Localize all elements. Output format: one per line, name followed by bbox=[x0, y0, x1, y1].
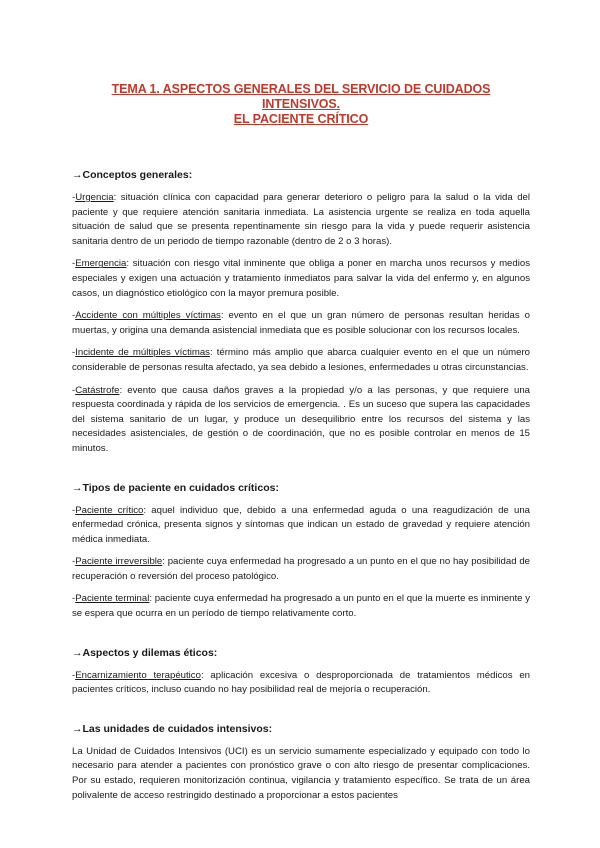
term-label: Catástrofe bbox=[75, 384, 120, 396]
term-label: Urgencia bbox=[75, 192, 114, 203]
definition-incidente: -Incidente de múltiples víctimas: término más amplio que abarca cualquier evento en el que un número considerable de personas resulta afectado, ya sea debido a lesiones, enfermedades u otras circunstancias. bbox=[72, 347, 530, 373]
document-page bbox=[72, 82, 530, 803]
document-title bbox=[72, 82, 530, 127]
section-unidades-cuidados bbox=[72, 723, 530, 803]
section-dilemas-eticos bbox=[72, 647, 530, 698]
term-label: Encarnizamiento terapéutico bbox=[75, 669, 201, 681]
term-label: Paciente terminal bbox=[75, 593, 150, 605]
section-heading: →Las unidades de cuidados intensivos: bbox=[72, 722, 273, 735]
term-label: Paciente crítico bbox=[75, 504, 144, 516]
definition-accidente: -Accidente con múltiples víctimas: evento en el que un gran número de personas resultan heridas o muertas, y origina una demanda asistencial inmediata que es posible solucionar con los recursos locales. bbox=[72, 310, 530, 336]
section-heading: →Aspectos y dilemas éticos: bbox=[72, 646, 218, 659]
title-line-2: EL PACIENTE CRÍTICO bbox=[233, 112, 369, 126]
definition-paciente-critico: -Paciente crítico: aquel individuo que, debido a una enfermedad aguda o una reagudización de una enfermedad crónica, presenta signos y síntomas que indican un estado de gravedad y requiere atención médica inmediata. bbox=[72, 504, 530, 545]
definition-paciente-terminal: -Paciente terminal: paciente cuya enfermedad ha progresado a un punto en el que la muerte es inminente y se espera que ocurra en un período de tiempo relativamente corto. bbox=[72, 593, 530, 620]
section-heading: →Conceptos generales: bbox=[72, 169, 193, 181]
section-heading: →Tipos de paciente en cuidados críticos: bbox=[72, 481, 279, 494]
term-label: Paciente irreversible bbox=[75, 556, 163, 568]
definition-paciente-irreversible: -Paciente irreversible: paciente cuya enfermedad ha progresado a un punto en el que no hay posibilidad de recuperación o reversión del proceso patológico. bbox=[72, 556, 530, 582]
definition-urgencia: -Urgencia: situación clínica con capacidad para generar deterioro o peligro para la salud o la vida del paciente y que requiere atención sanitaria inmediata. La asistencia urgente se realiza en toda aquella situación de salud que se presenta repentinamente sin riesgo para la vida y puede requerir asistencia sanitaria dentro de un periodo de tiempo razonable (dentro de 2 o 3 horas). bbox=[72, 192, 530, 247]
section-conceptos-generales bbox=[72, 169, 530, 457]
term-label: Emergencia bbox=[75, 258, 127, 270]
term-label: Incidente de múltiples víctimas bbox=[75, 347, 210, 359]
term-label: Accidente con múltiples víctimas bbox=[75, 310, 221, 322]
paragraph-uci: La Unidad de Cuidados Intensivos (UCI) es un servicio sumamente especializado y equipado con todo lo necesario para atender a pacientes con pronóstico grave o con alto riesgo de presentar complicaciones. Por su estado, requieren monitorización continua, vigilancia y tratamiento específico. Se trata de un área polivalente de acceso restringido destinado a proporcionar a estos pacientes bbox=[72, 745, 530, 801]
definition-emergencia: -Emergencia: situación con riesgo vital inminente que obliga a poner en marcha unos recursos y medios especiales y exigen una actuación y tratamiento inmediatos para salvar la vida del enfermo y, en algunos casos, un diagnóstico etiológico con la mayor premura posible. bbox=[72, 258, 530, 299]
title-line-1: TEMA 1. ASPECTOS GENERALES DEL SERVICIO DE CUIDADOS INTENSIVOS. bbox=[111, 82, 491, 111]
definition-encarnizamiento: -Encarnizamiento terapéutico: aplicación excesiva o desproporcionada de tratamientos médicos en pacientes críticos, incluso cuando no hay posibilidad real de mejoría o recuperación. bbox=[72, 669, 530, 696]
definition-catastrofe: -Catástrofe: evento que causa daños graves a la propiedad y/o a las personas, y que requiere una respuesta coordinada y rápida de los servicios de emergencia. . Es un suceso que supera las capacidades del sistema sanitario de un lugar, y produce un desequilibrio entre los recursos del sistema y las necesidades asistenciales, de gestión o de coordinación, que no es posible controlar en menos de 15 minutos. bbox=[72, 384, 530, 454]
section-tipos-paciente bbox=[72, 482, 530, 622]
